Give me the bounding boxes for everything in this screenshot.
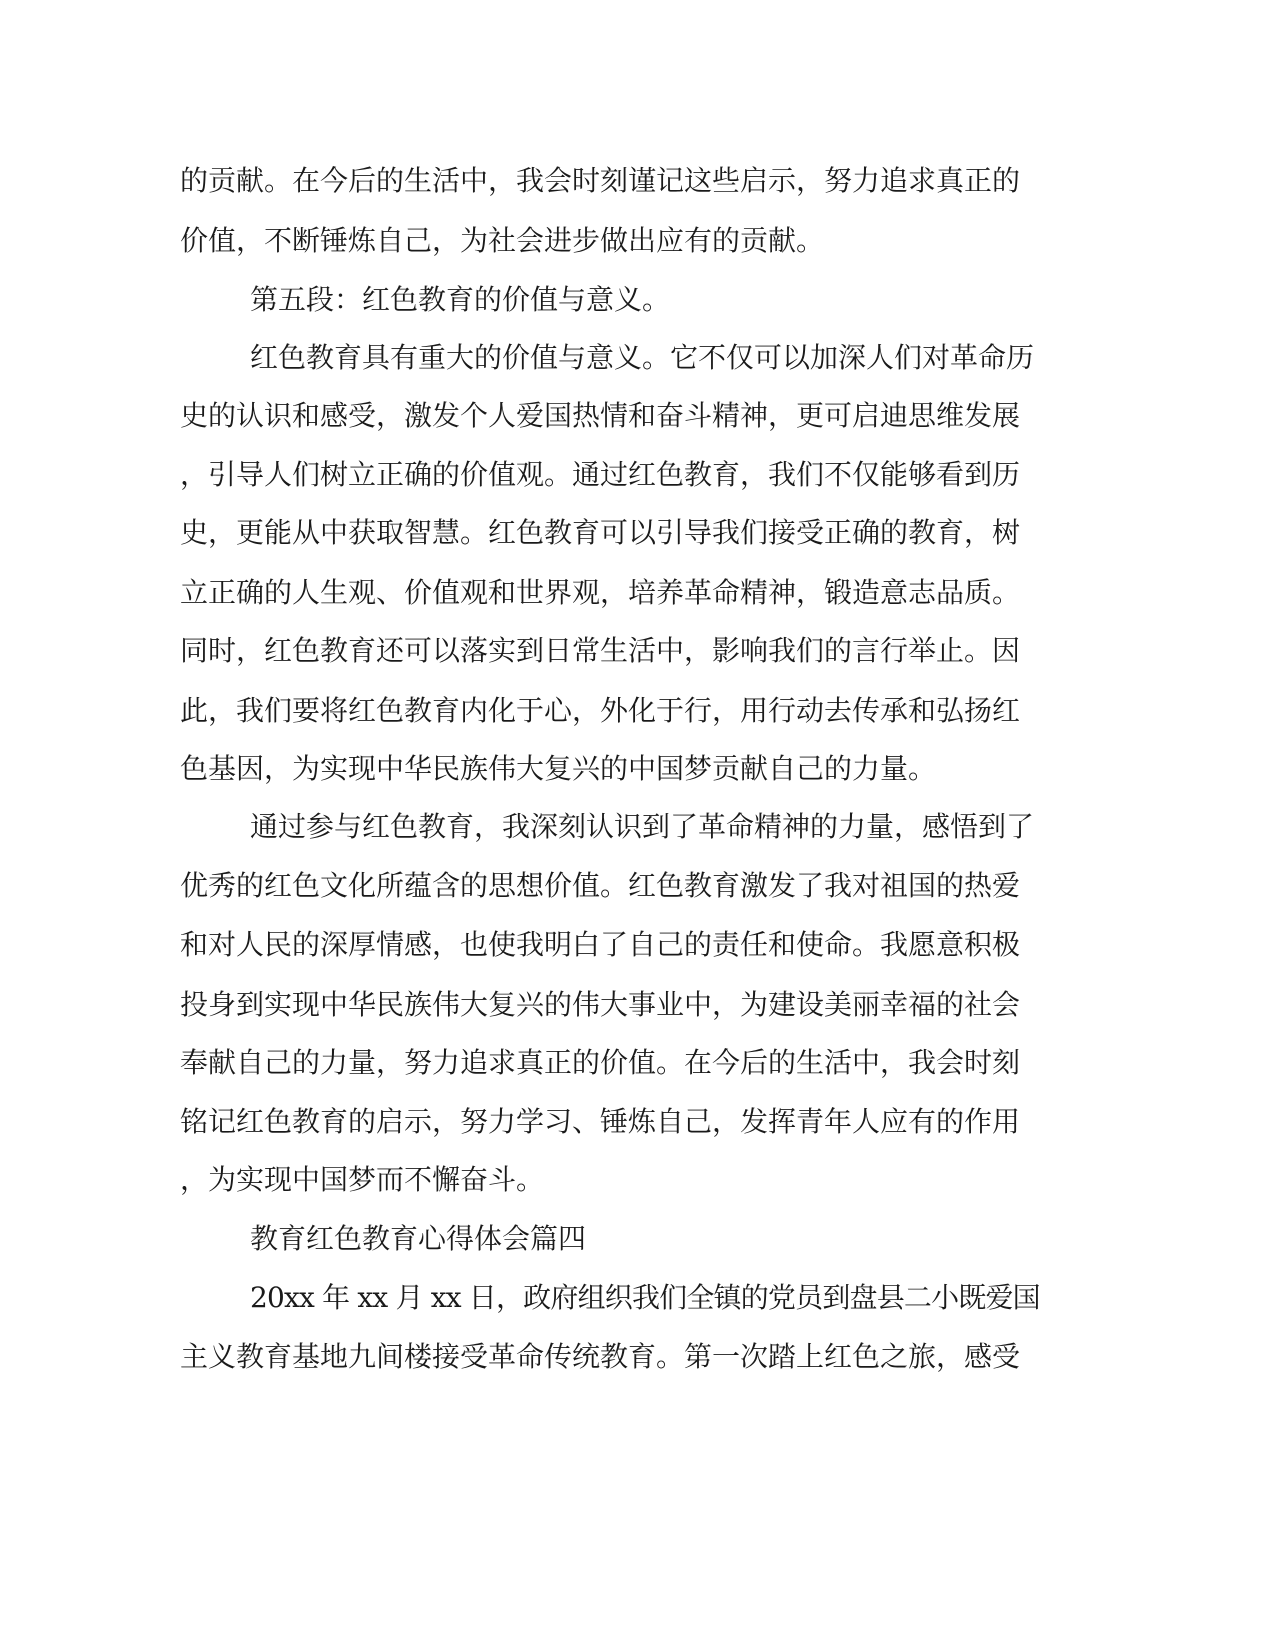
text-line: ，为实现中国梦而不懈奋斗。 (180, 1163, 545, 1196)
text-line: 和对人民的深厚情感，也使我明白了自己的责任和使命。我愿意积极 (180, 928, 1021, 961)
text-line: 20xx 年 xx 月 xx 日，政府组织我们全镇的党员到盘县二小既爱国 (250, 1281, 1040, 1314)
text-line: 色基因，为实现中华民族伟大复兴的中国梦贡献自己的力量。 (180, 752, 937, 785)
text-line: 价值，不断锤炼自己，为社会进步做出应有的贡献。 (180, 224, 825, 257)
text-line: 史，更能从中获取智慧。红色教育可以引导我们接受正确的教育，树 (180, 516, 1021, 549)
text-line: 的贡献。在今后的生活中，我会时刻谨记这些启示，努力追求真正的 (180, 164, 1021, 197)
text-line: 红色教育具有重大的价值与意义。它不仅可以加深人们对革命历 (250, 341, 1035, 374)
text-line: 铭记红色教育的启示，努力学习、锤炼自己，发挥青年人应有的作用 (180, 1105, 1021, 1138)
text-line: 通过参与红色教育，我深刻认识到了革命精神的力量，感悟到了 (250, 810, 1035, 843)
section-heading: 教育红色教育心得体会篇四 (250, 1222, 587, 1255)
text-line: 此，我们要将红色教育内化于心，外化于行，用行动去传承和弘扬红 (180, 694, 1021, 727)
text-line: 投身到实现中华民族伟大复兴的伟大事业中，为建设美丽幸福的社会 (180, 988, 1021, 1021)
text-line: 优秀的红色文化所蕴含的思想价值。红色教育激发了我对祖国的热爱 (180, 869, 1021, 902)
text-line: 奉献自己的力量，努力追求真正的价值。在今后的生活中，我会时刻 (180, 1046, 1021, 1079)
text-line: 主义教育基地九间楼接受革命传统教育。第一次踏上红色之旅，感受 (180, 1340, 1021, 1373)
text-line: 立正确的人生观、价值观和世界观，培养革命精神，锻造意志品质。 (180, 576, 1021, 609)
text-line: 史的认识和感受，激发个人爱国热情和奋斗精神，更可启迪思维发展 (180, 399, 1021, 432)
text-line: 同时，红色教育还可以落实到日常生活中，影响我们的言行举止。因 (180, 634, 1021, 667)
text-line: ，引导人们树立正确的价值观。通过红色教育，我们不仅能够看到历 (180, 458, 1021, 491)
section-heading: 第五段：红色教育的价值与意义。 (250, 283, 671, 316)
